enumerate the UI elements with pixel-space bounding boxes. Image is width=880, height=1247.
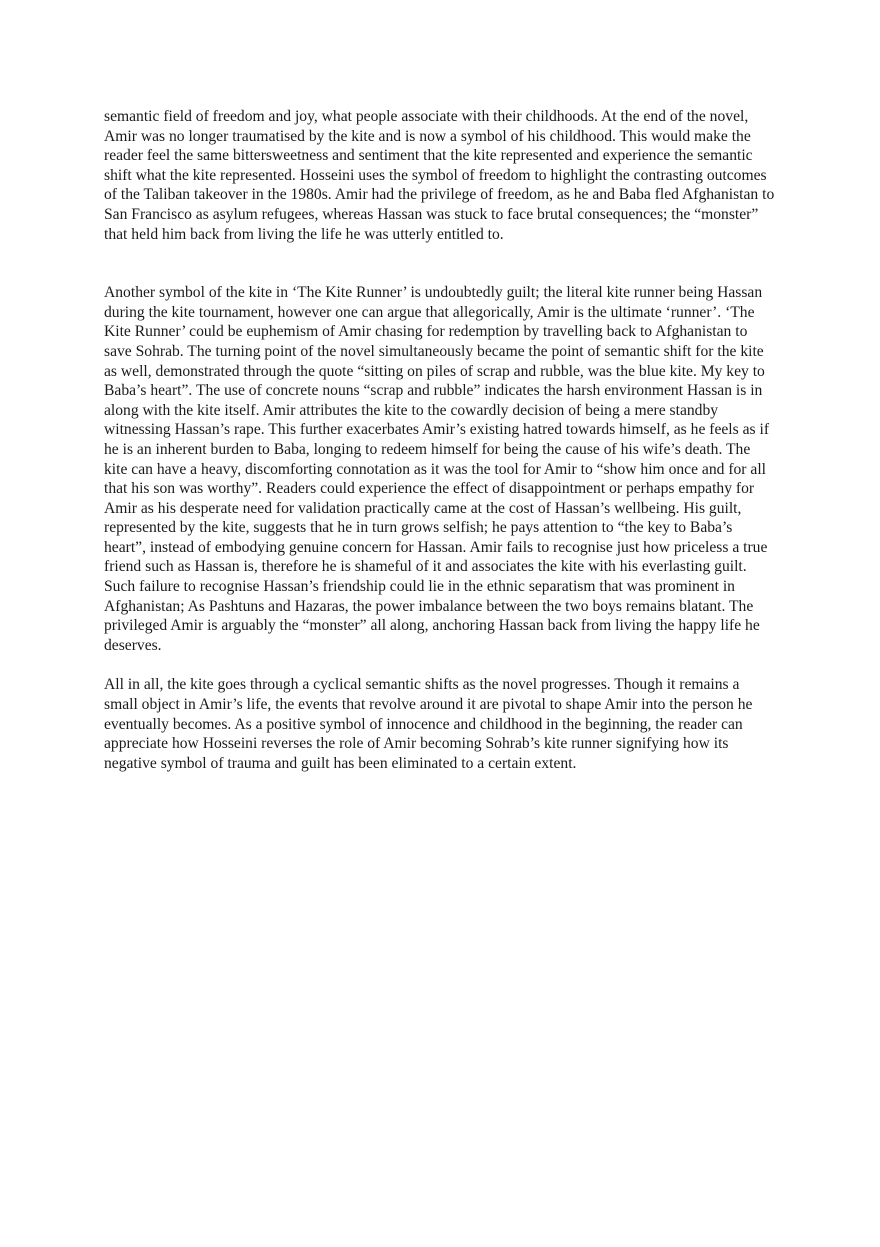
- essay-body: [104, 107, 776, 773]
- paragraph-guilt-symbol: Another symbol of the kite in ‘The Kite Runner’ is undoubtedly guilt; the literal kite runner being Hassan during the kite tournament, however one can argue that allegorically, Amir is the ultimate ‘runner’. ‘The Kite Runner’ could be euphemism of Amir chasing for redemption by travelling back to Afghanistan to save Sohrab. The turning point of the novel simultaneously became the point of semantic shift for the kite as well, demonstrated through the quote “sitting on piles of scrap and rubble, was the blue kite. My key to Baba’s heart”. The use of concrete nouns “scrap and rubble” indicates the harsh environment Hassan is in along with the kite itself. Amir attributes the kite to the cowardly decision of being a mere standby witnessing Hassan’s rape. This further exacerbates Amir’s existing hatred towards himself, as he feels as if he is an inherent burden to Baba, longing to redeem himself for being the cause of his wife’s death. The kite can have a heavy, discomforting connotation as it was the tool for Amir to “show him once and for all that his son was worthy”. Readers could experience the effect of disappointment or perhaps empathy for Amir as his desperate need for validation practically came at the cost of Hassan’s wellbeing. His guilt, represented by the kite, suggests that he in turn grows selfish; he pays attention to “the key to Baba’s heart”, instead of embodying genuine concern for Hassan. Amir fails to recognise just how priceless a true friend such as Hassan is, therefore he is shameful of it and associates the kite with his everlasting guilt. Such failure to recognise Hassan’s friendship could lie in the ethnic separatism that was prominent in Afghanistan; As Pashtuns and Hazaras, the power imbalance between the two boys remains blatant. The privileged Amir is arguably the “monster” all along, anchoring Hassan back from living the happy life he deserves.: [104, 284, 770, 654]
- paragraph-freedom-symbol: semantic field of freedom and joy, what people associate with their childhoods. At the end of the novel, Amir was no longer traumatised by the kite and is now a symbol of his childhood. This would make the reader feel the same bittersweetness and sentiment that the kite represented and experience the semantic shift what the kite represented. Hosseini uses the symbol of freedom to highlight the contrasting outcomes of the Taliban takeover in the 1980s. Amir had the privilege of freedom, as he and Baba fled Afghanistan to San Francisco as asylum refugees, whereas Hassan was stuck to face brutal consequences; the “monster” that held him back from living the life he was utterly entitled to.: [104, 108, 775, 243]
- paragraph-conclusion: All in all, the kite goes through a cyclical semantic shifts as the novel progresses. Though it remains a small object in Amir’s life, the events that revolve around it are pivotal to shape Amir into the person he eventually becomes. As a positive symbol of innocence and childhood in the beginning, the reader can appreciate how Hosseini reverses the role of Amir becoming Sohrab’s kite runner signifying how its negative symbol of trauma and guilt has been eliminated to a certain extent.: [104, 676, 753, 772]
